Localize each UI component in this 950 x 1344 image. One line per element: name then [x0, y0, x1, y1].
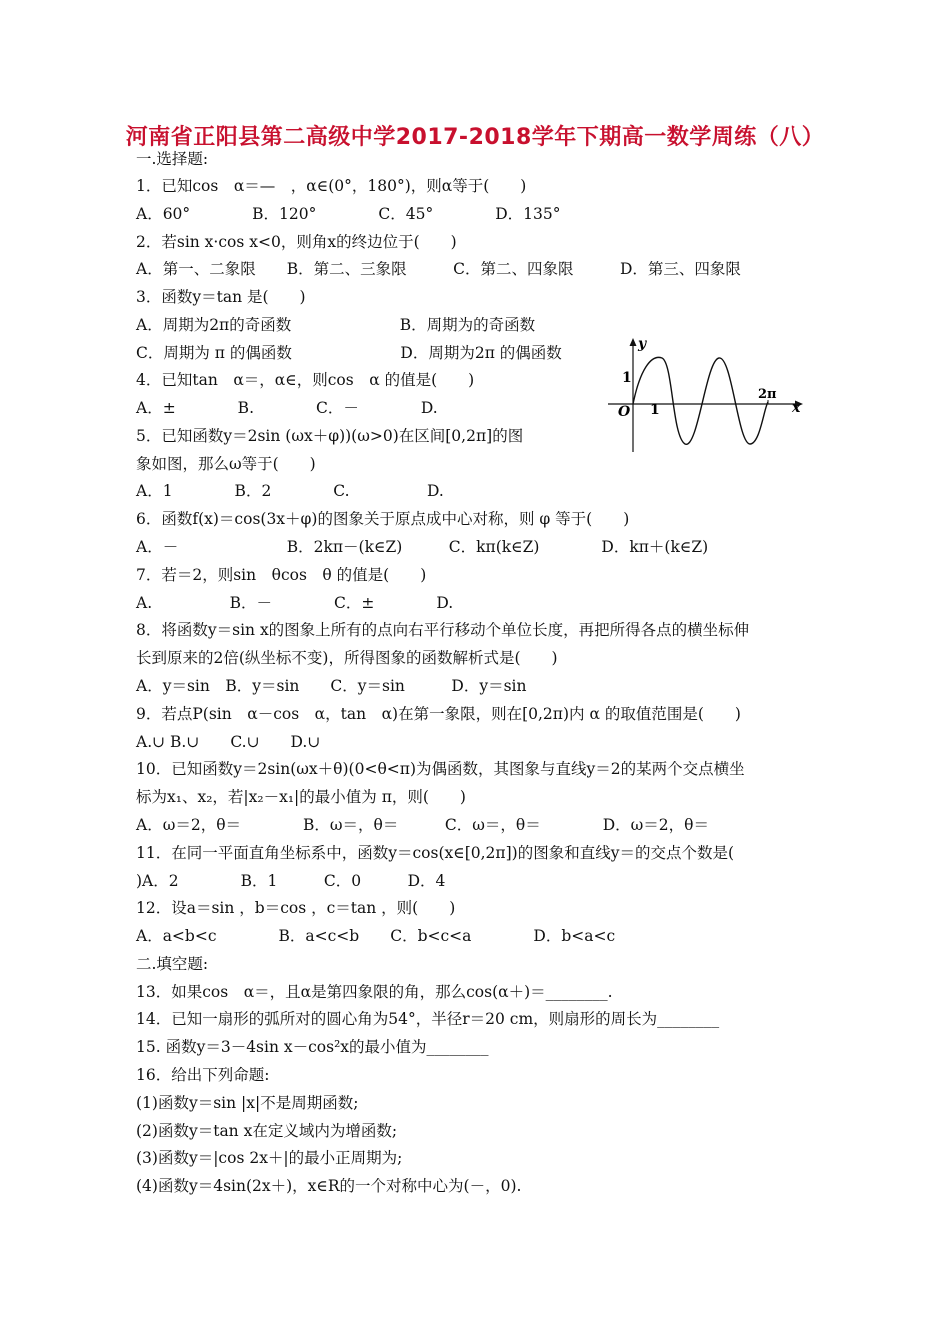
- text-line: A. B．－ C．± D.: [136, 594, 454, 612]
- text-line: 15. 函数y＝3－4sin x－cos²x的最小值为________: [136, 1038, 489, 1056]
- text-line: (3)函数y＝|cos 2x＋|的最小正周期为;: [136, 1149, 403, 1167]
- text-line: A．a<b<c B．a<c<b C．b<c<a D．b<a<c: [136, 927, 616, 945]
- text-line: 14．已知一扇形的弧所对的圆心角为54°，半径r＝20 cm，则扇形的周长为________: [136, 1010, 720, 1028]
- text-line: 1．已知cos α＝— ，α∈(0°，180°)，则α等于( ): [136, 177, 527, 195]
- text-line: 13．如果cos α＝，且α是第四象限的角，那么cos(α＋)＝________.: [136, 983, 613, 1001]
- x-axis-label: x: [792, 400, 801, 416]
- text-line: 11．在同一平面直角坐标系中，函数y＝cos(x∈[0,2π])的图象和直线y＝的交点个数是(: [136, 844, 734, 862]
- text-line: )A．2 B．1 C．0 D．4: [136, 872, 446, 890]
- x-tick-label: 1: [650, 402, 660, 418]
- text-line: A．60° B．120° C．45° D．135°: [136, 205, 561, 223]
- text-line: 9．若点P(sin α－cos α，tan α)在第一象限，则在[0,2π)内 α 的取值范围是( ): [136, 705, 741, 723]
- x-end-label: 2π: [758, 387, 777, 402]
- sine-graph: [600, 336, 810, 456]
- text-line: A．第一、二象限 B．第二、三象限 C．第二、四象限 D．第三、四象限: [136, 260, 741, 278]
- text-line: 一.选择题:: [136, 150, 209, 168]
- text-line: (2)函数y＝tan x在定义域内为增函数;: [136, 1122, 398, 1140]
- text-line: A.∪ B.∪ C.∪ D.∪: [136, 733, 321, 751]
- text-line: 3．函数y＝tan 是( ): [136, 288, 306, 306]
- text-line: 2．若sin x·cos x<0，则角x的终边位于( ): [136, 233, 457, 251]
- text-line: 16．给出下列命题:: [136, 1066, 270, 1084]
- text-line: 10．已知函数y＝2sin(ωx＋θ)(0<θ<π)为偶函数，其图象与直线y＝2的某两个交点横坐: [136, 760, 745, 778]
- text-line: 5．已知函数y＝2sin (ωx＋φ))(ω>0)在区间[0,2π]的图: [136, 427, 524, 445]
- text-line: 6．函数f(x)＝cos(3x＋φ)的图象关于原点成中心对称，则 φ 等于( ): [136, 510, 630, 528]
- text-line: 12．设a＝sin ，b＝cos ，c＝tan ，则( ): [136, 899, 456, 917]
- text-line: 象如图，那么ω等于( ): [136, 455, 316, 473]
- text-line: A．y＝sin B．y＝sin C．y＝sin D．y＝sin: [136, 677, 527, 695]
- sine-curve: [633, 357, 768, 444]
- text-line: A．± B. C．－ D.: [136, 399, 438, 417]
- y-axis-arrow: [630, 338, 637, 346]
- text-line: 4．已知tan α＝，α∈，则cos α 的值是( ): [136, 371, 475, 389]
- y-axis-label: y: [638, 336, 647, 352]
- document-title: 河南省正阳县第二高级中学2017-2018学年下期高一数学周练（八）: [125, 125, 825, 150]
- origin-label: O: [618, 404, 631, 420]
- text-line: 8．将函数y＝sin x的图象上所有的点向右平行移动个单位长度，再把所得各点的横坐标伸: [136, 621, 750, 639]
- text-line: 7．若＝2，则sin θcos θ 的值是( ): [136, 566, 427, 584]
- text-line: C．周期为 π 的偶函数 D．周期为2π 的偶函数: [136, 344, 562, 362]
- text-line: (1)函数y＝sin |x|不是周期函数;: [136, 1094, 359, 1112]
- text-line: A．ω＝2，θ＝ B．ω＝，θ＝ C．ω＝，θ＝ D．ω＝2，θ＝: [136, 816, 709, 834]
- text-line: A．周期为2π的奇函数 B．周期为的奇函数: [136, 316, 536, 334]
- text-line: A．1 B．2 C. D.: [136, 482, 444, 500]
- text-line: 标为x₁、x₂，若|x₂－x₁|的最小值为 π，则( ): [136, 788, 466, 806]
- text-line: (4)函数y＝4sin(2x＋)，x∈R的一个对称中心为(－，0).: [136, 1177, 522, 1195]
- text-line: 长到原来的2倍(纵坐标不变)，所得图象的函数解析式是( ): [136, 649, 558, 667]
- text-line: A．－ B．2kπ－(k∈Z) C．kπ(k∈Z) D．kπ＋(k∈Z): [136, 538, 709, 556]
- y-tick-label: 1: [622, 370, 632, 386]
- text-line: 二.填空题:: [136, 955, 209, 973]
